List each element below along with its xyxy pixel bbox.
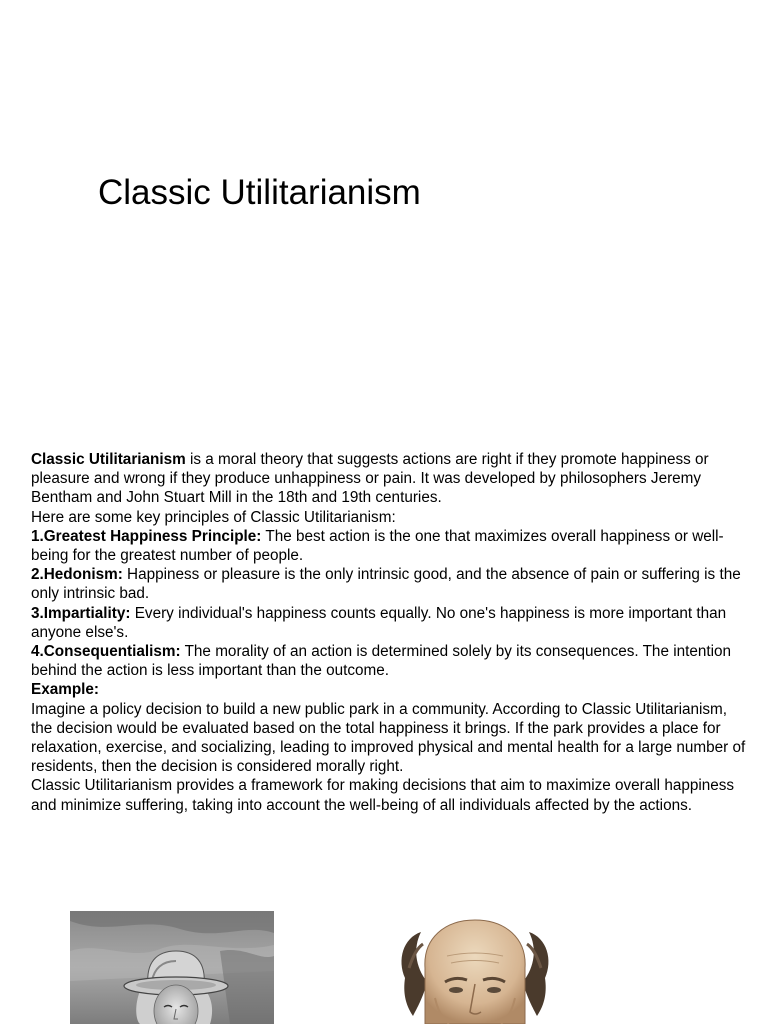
slide-title: Classic Utilitarianism	[98, 173, 421, 212]
principle-text: The morality of an action is determined solely by its consequences. The intention behind the action is less important than the outcome.	[31, 643, 732, 680]
intro-text: is a moral theory that suggests actions are right if they promote happiness or pleasure and wrong if they produce unhappiness or pain. It was developed by philosophers Jeremy Bentham and John Stuart Mill in the 18th and 19th centuries.	[31, 451, 709, 507]
portrait-engraving-image	[70, 911, 274, 1024]
intro-paragraph	[31, 450, 747, 508]
principle-label: 1.Greatest Happiness Principle:	[31, 527, 262, 545]
intro-term: Classic Utilitarianism	[31, 451, 186, 468]
portrait-color-image	[383, 908, 582, 1024]
principles-intro: Here are some key principles of Classic Utilitarianism:	[31, 508, 396, 526]
principle-text: Happiness or pleasure is the only intrinsic good, and the absence of pain or suffering is the only intrinsic bad.	[31, 566, 741, 603]
conclusion-paragraph: Classic Utilitarianism provides a framework for making decisions that aim to maximize overall happiness and minimize suffering, taking into account the well-being of all individuals affected by the actions.	[31, 777, 735, 814]
principle-label: 3.Impartiality:	[31, 604, 131, 622]
principle-text: The best action is the one that maximizes overall happiness or well-being for the greatest number of people.	[31, 527, 724, 565]
example-heading-label: Example:	[31, 681, 100, 699]
principle-label: 4.Consequentialism:	[31, 643, 181, 661]
principle-item	[31, 565, 747, 603]
principle-item	[31, 604, 747, 642]
principle-text: Every individual's happiness counts equally. No one's happiness is more important than anyone else's.	[31, 604, 727, 641]
principle-item	[31, 642, 747, 680]
principle-label: 2.Hedonism:	[31, 566, 123, 584]
principle-item	[31, 527, 747, 565]
body-text	[31, 450, 747, 815]
example-paragraph: Imagine a policy decision to build a new public park in a community. According to Classic Utilitarianism, the decision would be evaluated based on the total happiness it brings. If the park provides a place for relaxation, exercise, and socializing, leading to improved physical and mental health for a large number of residents, then the decision is considered morally right.	[31, 700, 746, 776]
example-heading	[31, 680, 747, 699]
